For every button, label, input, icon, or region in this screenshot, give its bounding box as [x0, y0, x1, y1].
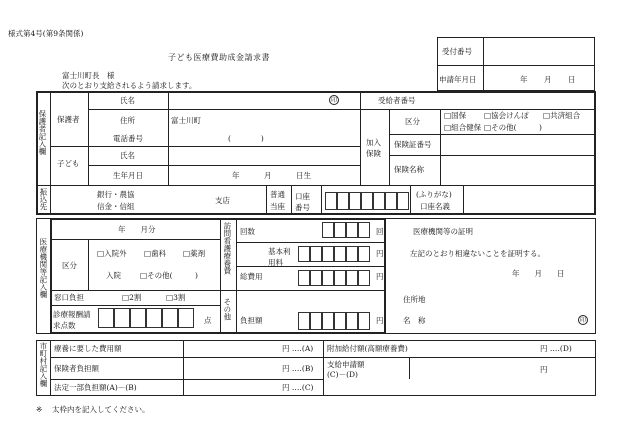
bank-types: 銀行・農協 [97, 190, 135, 199]
bank-types-2: 信金・信組 [97, 202, 135, 211]
birth-label: 生年月日 [113, 171, 143, 180]
guardian-label: 保護者 [57, 115, 80, 124]
insurance-section-label: 加入保険 [366, 138, 381, 158]
legal-burden-unit: 円 ‥‥(C) [282, 383, 314, 392]
opt-inpatient[interactable]: 入院 [106, 271, 121, 280]
points-label: 診療報酬請求点数 [53, 310, 91, 330]
copay-2[interactable]: □2割 [122, 293, 142, 302]
insurer-name-label: 保険名称 [394, 165, 424, 174]
req-month: 月 [544, 75, 552, 84]
year-month: 年 月分 [118, 225, 156, 234]
points-unit: 点 [204, 316, 212, 325]
form-number: 様式第4号(第9条関係) [8, 29, 84, 38]
receipt-no-label: 受付番号 [442, 47, 472, 56]
recipient-no-label: 受給者番号 [378, 96, 416, 105]
child-name-label: 氏名 [120, 151, 135, 160]
form-title: 子ども医療費助成金請求書 [168, 53, 270, 62]
cert-title: 医療機関等の証明 [413, 227, 473, 236]
times-unit: 回 [376, 227, 384, 236]
copay-3[interactable]: □3割 [166, 293, 186, 302]
req-year: 年 [520, 75, 528, 84]
guardian-name-label: 氏名 [120, 96, 135, 105]
copay-label: 窓口負担 [54, 293, 84, 302]
addressee: 富士川町長 様 [62, 71, 115, 80]
card-no-label: 保険証番号 [394, 140, 432, 149]
request-line: 次のとおり支給されるよう請求します。 [62, 81, 197, 90]
insured-burden-label: 保険者負担額 [54, 364, 99, 373]
req-day: 日 [568, 75, 576, 84]
applicant-section-label: 保護者記入欄 [37, 110, 47, 155]
basic-fee-unit: 円 [376, 249, 384, 258]
cert-date: 年 月 日 [512, 269, 565, 278]
opt-other-medical[interactable]: □その他( ) [140, 271, 198, 280]
account-current[interactable]: 当座 [270, 202, 285, 211]
payment-unit: 円 [540, 365, 548, 374]
institution-seal-icon: 印 [579, 317, 586, 324]
opt-kyosai[interactable]: □共済組合 [543, 111, 581, 120]
medical-class-label: 区分 [62, 261, 77, 270]
additional-label: 附加給付額(高額療養費) [327, 344, 408, 353]
phone-label: 電話番号 [113, 134, 143, 143]
times-label: 回数 [240, 227, 255, 236]
opt-kumiai[interactable]: □組合健保 [444, 123, 482, 132]
footnote-mark: ※ [36, 405, 43, 414]
municipal-section-label: 市町村記入欄 [38, 342, 48, 387]
visit-nursing-label: 訪問看護療養費 [222, 222, 232, 275]
institution-name-label: 名 称 [403, 316, 426, 325]
phone-parens: ( ) [228, 134, 264, 143]
cert-text: 左記のとおり相違ないことを証明する。 [410, 249, 545, 258]
branch-label: 支店 [215, 196, 230, 205]
address-label: 住所 [120, 116, 135, 125]
birth-suffix: 日生 [296, 171, 311, 180]
account-normal[interactable]: 普通 [270, 190, 285, 199]
bank-section-label: 振込先 [38, 188, 48, 211]
medical-section-label: 医療機関等記入欄 [38, 238, 48, 298]
footnote: 太枠内を記入してください。 [52, 405, 150, 414]
total-cost-unit: 円 ‥‥(A) [282, 344, 314, 353]
birth-month: 月 [264, 171, 272, 180]
request-date-label: 申請年月日 [439, 75, 477, 84]
child-label: 子ども [57, 159, 80, 168]
insured-burden-unit: 円 ‥‥(B) [282, 364, 314, 373]
opt-outpatient[interactable]: □入院外 [97, 249, 127, 258]
payment-formula: (C)－(D) [327, 370, 358, 379]
opt-other-insurance[interactable]: □その他( ) [484, 123, 542, 132]
total-cost-label: 療養に要した費用額 [54, 344, 122, 353]
basic-fee-label: 基本利用料 [268, 247, 291, 267]
address-value: 富士川町 [171, 116, 201, 125]
location-label: 住所地 [403, 295, 426, 304]
legal-burden-label: 法定一部負担額(A)－(B) [54, 383, 137, 392]
burden-label: 負担額 [240, 316, 263, 325]
other-label: その他 [222, 298, 232, 321]
opt-dental[interactable]: □歯科 [144, 249, 167, 258]
furigana-label: (ふりがな) [416, 190, 452, 199]
total-fee-label: 総費用 [240, 272, 263, 281]
opt-kokuho[interactable]: □国保 [444, 111, 467, 120]
insurance-class-label: 区分 [405, 117, 420, 126]
seal-icon: 印 [330, 97, 337, 104]
opt-pharmacy[interactable]: □薬剤 [183, 249, 206, 258]
additional-unit: 円 ‥‥(D) [540, 344, 572, 353]
birth-year: 年 [232, 171, 240, 180]
burden-unit: 円 [376, 316, 384, 325]
payment-label: 支給申請額 [327, 360, 365, 369]
holder-name-label: 口座名義 [420, 202, 450, 211]
opt-kyokai[interactable]: □協会けんぽ [484, 111, 529, 120]
total-fee-unit: 円 [376, 272, 384, 281]
account-no-label: 口座番号 [295, 192, 310, 213]
